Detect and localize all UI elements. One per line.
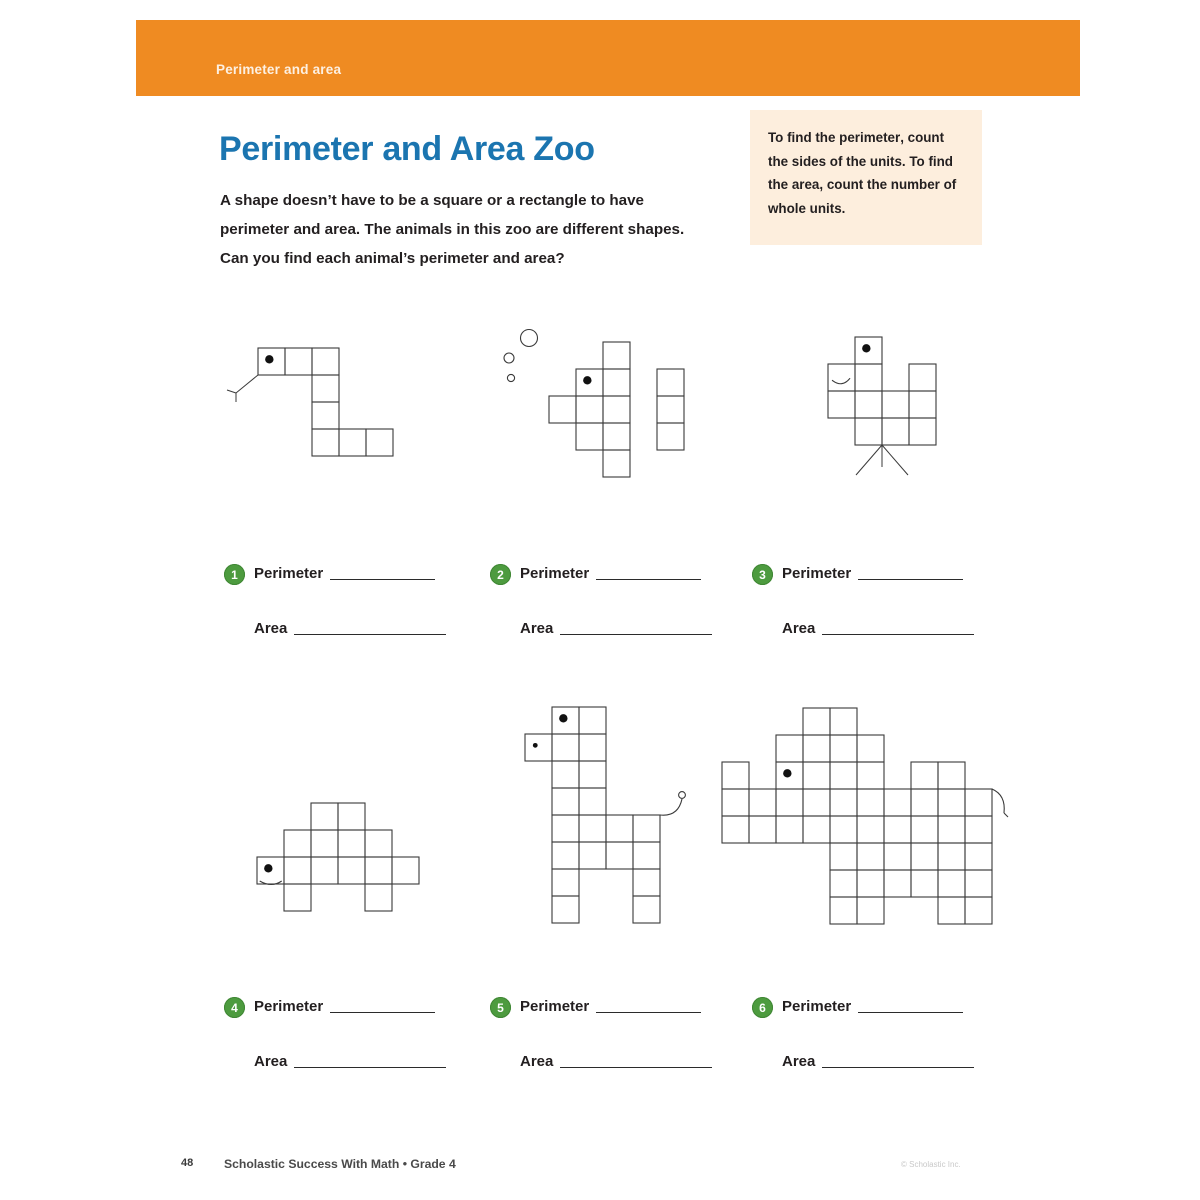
perimeter-row	[254, 565, 435, 583]
perimeter-label: Perimeter	[782, 565, 852, 582]
question-number-badge: 3	[752, 564, 773, 585]
perimeter-answer-blank[interactable]	[596, 579, 701, 580]
question-number-badge: 4	[224, 997, 245, 1018]
perimeter-answer-blank[interactable]	[596, 1012, 701, 1013]
area-row	[520, 1053, 712, 1071]
area-label: Area	[520, 620, 554, 637]
perimeter-row	[520, 998, 701, 1016]
figure-snake	[258, 348, 453, 516]
area-answer-blank[interactable]	[822, 1067, 974, 1068]
perimeter-label: Perimeter	[782, 998, 852, 1015]
area-row	[254, 620, 446, 638]
area-answer-blank[interactable]	[822, 634, 974, 635]
perimeter-row	[782, 998, 963, 1016]
perimeter-label: Perimeter	[254, 998, 324, 1015]
footer-page-number: 48	[181, 1157, 194, 1169]
area-label: Area	[782, 620, 816, 637]
perimeter-answer-blank[interactable]	[330, 1012, 435, 1013]
question-number-badge: 6	[752, 997, 773, 1018]
figure-turtle	[257, 803, 479, 971]
tip-part-1: To find the	[768, 130, 840, 145]
area-answer-blank[interactable]	[560, 634, 712, 635]
section-header-label: Perimeter and area	[216, 62, 342, 77]
perimeter-label: Perimeter	[520, 565, 590, 582]
area-row	[520, 620, 712, 638]
area-answer-blank[interactable]	[294, 1067, 446, 1068]
tip-bold-perimeter: perimeter	[839, 130, 901, 145]
footer-book-line: Scholastic Success With Math • Grade 4	[224, 1157, 456, 1171]
footer-copyright: © Scholastic Inc.	[901, 1160, 961, 1169]
area-answer-blank[interactable]	[294, 634, 446, 635]
perimeter-answer-blank[interactable]	[858, 579, 963, 580]
area-label: Area	[782, 1053, 816, 1070]
perimeter-row	[254, 998, 435, 1016]
section-header-band	[136, 20, 1080, 96]
perimeter-answer-blank[interactable]	[858, 1012, 963, 1013]
perimeter-label: Perimeter	[254, 565, 324, 582]
tip-part-3: , count the number of whole units.	[768, 177, 957, 216]
perimeter-row	[520, 565, 701, 583]
intro-paragraph: A shape doesn’t have to be a square or a rectangle to have perimeter and area. The animals in this zoo are different shapes. Can you find each animal’s perimeter and area?	[220, 192, 685, 267]
question-number-badge: 1	[224, 564, 245, 585]
question-number-badge: 2	[490, 564, 511, 585]
area-row	[782, 1053, 974, 1071]
area-label: Area	[520, 1053, 554, 1070]
figure-elephant	[722, 708, 1052, 984]
figure-bird	[828, 337, 996, 505]
perimeter-answer-blank[interactable]	[330, 579, 435, 580]
figure-octopus	[549, 342, 744, 537]
tip-part-2: , count the sides of the units. To find the	[768, 130, 953, 192]
tip-box	[750, 110, 982, 245]
area-answer-blank[interactable]	[560, 1067, 712, 1068]
figure-giraffe	[525, 707, 720, 983]
area-row	[782, 620, 974, 638]
tip-bold-area: area	[791, 177, 820, 192]
area-label: Area	[254, 1053, 288, 1070]
page-title: Perimeter and Area Zoo	[219, 130, 595, 168]
perimeter-label: Perimeter	[520, 998, 590, 1015]
area-row	[254, 1053, 446, 1071]
question-number-badge: 5	[490, 997, 511, 1018]
perimeter-row	[782, 565, 963, 583]
tip-text	[768, 126, 964, 220]
area-label: Area	[254, 620, 288, 637]
